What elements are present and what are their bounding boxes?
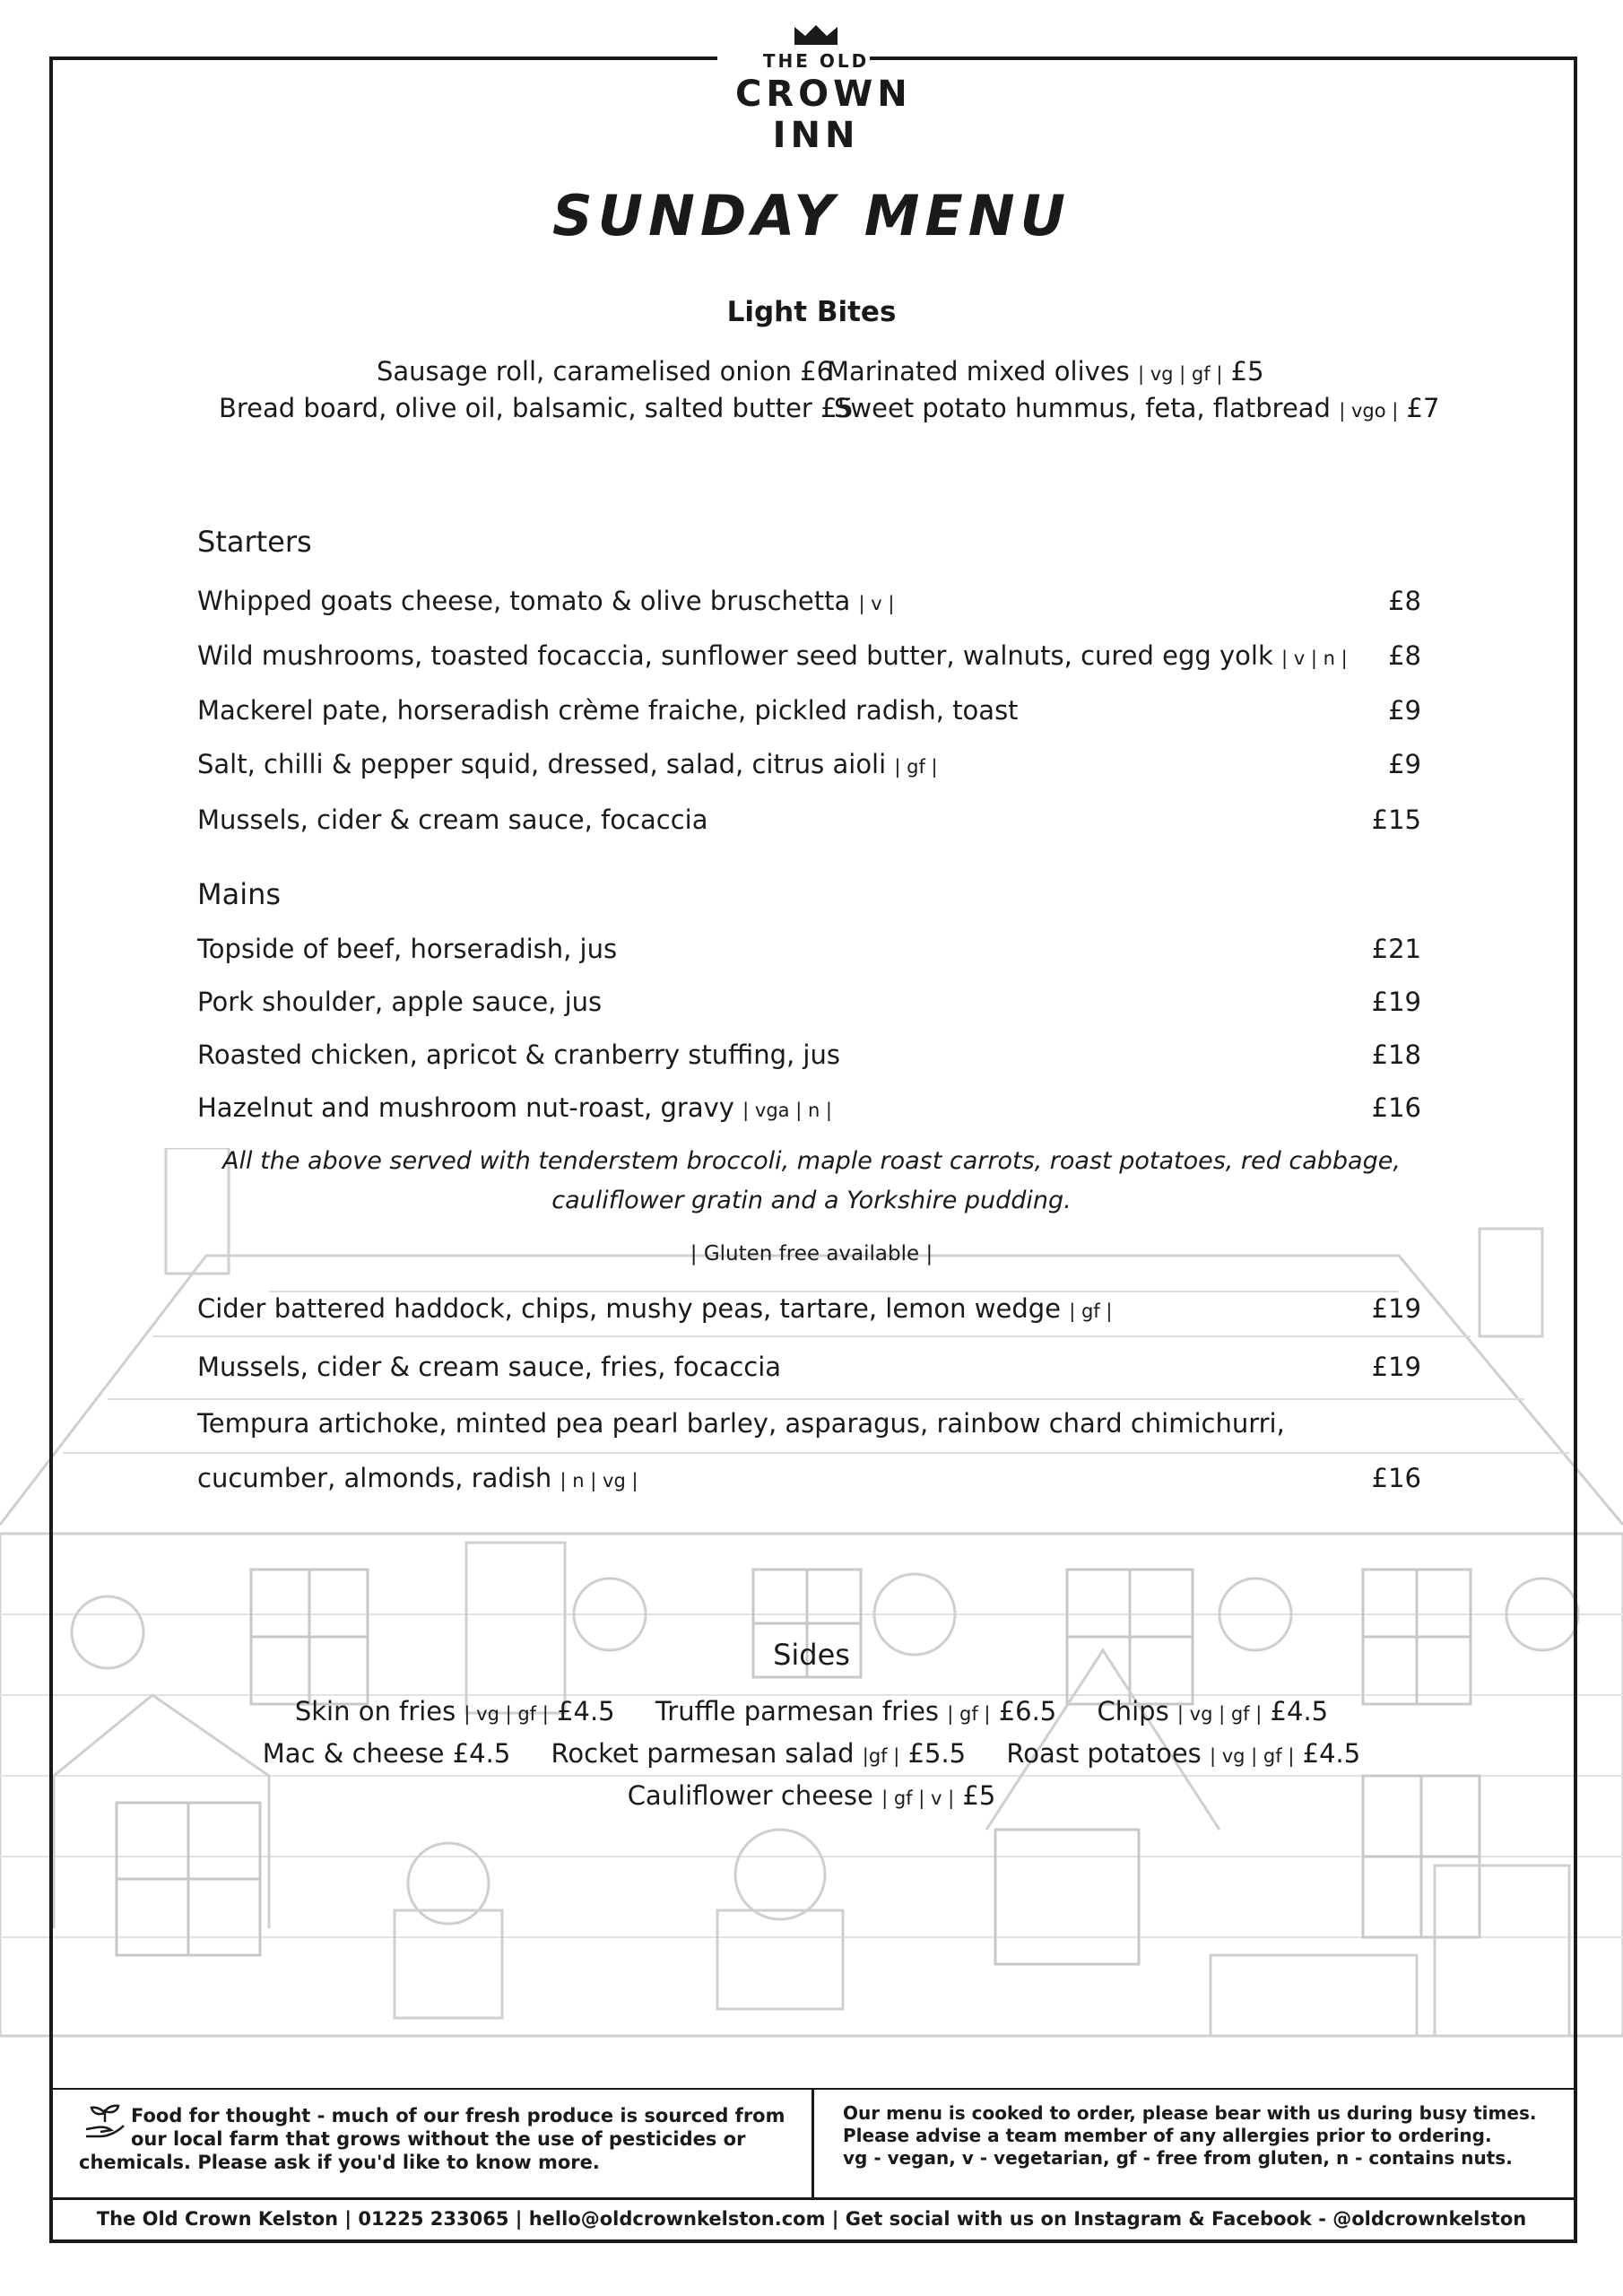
light-bite-item: Sausage roll, caramelised onion £6 <box>377 356 834 387</box>
footer-contact-line: The Old Crown Kelston | 01225 233065 | hello@oldcrownkelston.com | Get social with us on Instagram & Facebook - @oldcrownkelston <box>96 2208 1527 2230</box>
side-item: Rocket parmesan salad |gf | £5.5 <box>551 1738 967 1769</box>
side-item: Truffle parmesan fries | gf | £6.5 <box>655 1696 1057 1726</box>
side-item: Roast potatoes | vg | gf | £4.5 <box>1006 1738 1361 1769</box>
logo-line-2: CROWN <box>735 74 912 115</box>
sides-row <box>0 1780 1623 1811</box>
logo-line-1: THE OLD <box>762 50 870 72</box>
starter-item: Wild mushrooms, toasted focaccia, sunflower seed butter, walnuts, cured egg yolk | v | n | £8 <box>197 640 1421 671</box>
starters-heading: Starters <box>197 525 312 559</box>
main-item: Pork shoulder, apple sauce, jus £19 <box>197 987 1421 1017</box>
gluten-free-note: | Gluten free available | <box>690 1242 933 1265</box>
sides-row <box>0 1738 1623 1769</box>
footer-bottom-rule <box>49 2197 1577 2200</box>
side-item: Skin on fries | vg | gf | £4.5 <box>294 1696 615 1726</box>
light-bite-item: Sweet potato hummus, feta, flatbread | vgo | £7 <box>834 393 1440 423</box>
main-item: Mussels, cider & cream sauce, fries, focaccia £19 <box>197 1352 1421 1382</box>
sides-heading: Sides <box>773 1638 850 1672</box>
light-bites-heading: Light Bites <box>726 296 897 328</box>
footer-divider <box>812 2088 814 2197</box>
footer-left-text: Food for thought - much of our fresh produce is sourced from our local farm that grows without the use of pesticides or chemicals. Please ask if you'd like to know more. <box>79 2105 785 2173</box>
starter-item: Salt, chilli & pepper squid, dressed, salad, citrus aioli | gf | £9 <box>197 749 1421 779</box>
main-item-long-line1: Tempura artichoke, minted pea pearl barley, asparagus, rainbow chard chimichurri, <box>197 1408 1285 1439</box>
starter-item: Mussels, cider & cream sauce, focaccia £15 <box>197 804 1421 835</box>
mains-heading: Mains <box>197 877 282 911</box>
light-bite-item: Marinated mixed olives | vg | gf | £5 <box>827 356 1264 387</box>
side-item: Cauliflower cheese | gf | v | £5 <box>627 1780 996 1811</box>
menu-title: SUNDAY MENU <box>552 183 1071 248</box>
starter-item: Mackerel pate, horseradish crème fraiche, pickled radish, toast £9 <box>197 695 1421 726</box>
logo <box>735 23 912 156</box>
light-bite-item: Bread board, olive oil, balsamic, salted butter £5 <box>219 393 854 423</box>
main-item: Topside of beef, horseradish, jus £21 <box>197 934 1421 964</box>
main-item: cucumber, almonds, radish | n | vg | £16 <box>197 1463 1421 1493</box>
side-item: Mac & cheese £4.5 <box>262 1738 511 1769</box>
main-item: Hazelnut and mushroom nut-roast, gravy | vga | n | £16 <box>197 1092 1421 1123</box>
main-item: Cider battered haddock, chips, mushy peas, tartare, lemon wedge | gf | £19 <box>197 1293 1421 1324</box>
mains-served-with-note: All the above served with tenderstem broccoli, maple roast carrots, roast potatoes, red cabbage, cauliflower gratin and a Yorkshire pudding. <box>222 1147 1401 1214</box>
side-item: Chips | vg | gf | £4.5 <box>1097 1696 1329 1726</box>
sides-row <box>0 1696 1623 1726</box>
main-item: Roasted chicken, apricot & cranberry stuffing, jus £18 <box>197 1039 1421 1070</box>
footer-right-text: Our menu is cooked to order, please bear with us during busy times. Please advise a team member of any allergies prior to ordering. vg - vegan, v - vegetarian, gf - free from gluten, n - contains nuts. <box>843 2102 1537 2169</box>
logo-line-3: INN <box>772 115 860 156</box>
crown-icon <box>793 23 839 47</box>
starter-item: Whipped goats cheese, tomato & olive bruschetta | v | £8 <box>197 586 1421 616</box>
